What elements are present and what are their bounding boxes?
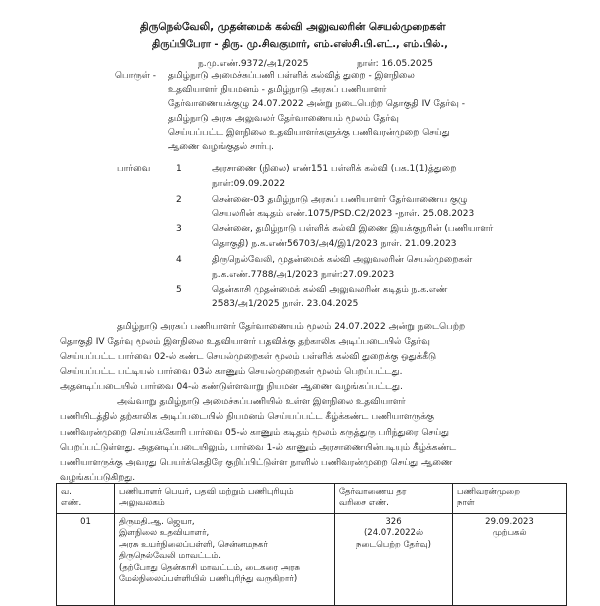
subject-line: தமிழ்நாடு அரசு அலுவலர் தேர்வாணையம் மூலம் தேர்வு (168, 114, 399, 124)
body-line: தொகுதி IV தேர்வு மூலம் இளநிலை உதவியாளர் பதவிக்கு தற்காலிக அடிப்படையில் தேர்வு (60, 337, 430, 347)
reference-line: திருநெல்வேலி, முதன்மைக் கல்வி அலுவலரின் செயல்முறைகள் (212, 255, 473, 265)
reference-number-1: 1 (176, 164, 182, 174)
subject-line: ஆணை வழங்குதல் சார்பு. (168, 142, 275, 152)
reference-line: 2583/அ1/2025 நாள். 23.04.2025 (212, 299, 359, 309)
row-employee-details: திருமதி.ஆ. ஜெயா, இளநிலை உதவியாளர், அரசு உயர்நிலைப்பள்ளி, சென்னமநகர் திருநெல்வேலி மாவட்டம். (தற்போது தென்காசி மாவட்டம், டைகரை அரசு மேல்நிலைப்பள்ளியில் பணிபுரிந்து வருகிறார்) (115, 513, 335, 605)
body-line: செய்யப்பட்ட பார்வை 02-ல் கண்ட செயல்முறைகள் மூலம் பள்ளிக் கல்வி துறைக்கு ஒதுக்கீடு (60, 352, 437, 362)
body-line: பெறப்பட்டுள்ளது. அதனடிப்படையிலும், பார்வை 1-ல் காணும் அரசாணையின்படியும் கீழ்க்கண்ட (60, 443, 457, 453)
officer-name: திருப்பிபேரா - திரு. மு.சிவகுமார், எம்.எஸ்சி.பி.எட்., எம்.பில்., (152, 39, 448, 50)
body-line: தமிழ்நாடு அரசுப் பணியாளர் தேர்வாணையம் மூலம் 24.07.2022 அன்று நடைபெற்ற (117, 322, 466, 332)
row-serial-number: 01 (57, 513, 115, 605)
header-employee-details: பணியாளர் பெயர், பதவி மற்றும் பணிபுரியும் அலுவலகம் (115, 484, 335, 514)
reference-line: அரசாணை (நிலை) எண்151 பள்ளிக் கல்வி (பக.1(1)த்துறை (212, 164, 457, 174)
body-line: செய்யப்பட்ட பட்டியல் பார்வை 03ல் காணும் செயல்முறைகள் மூலம் பெறப்பட்டது. (60, 367, 403, 377)
subject-line: செய்யப்பட்ட இளநிலை உதவியாளர்களுக்கு பணிவரன்முறை செய்து (168, 128, 450, 138)
reference-line: தொகுதி) ந.க.எண்56703/அ4/இ1/2023 நாள். 21.09.2023 (212, 239, 457, 249)
reference-line: ந.க.எண்.7788/அ1/2023 நாள்:27.09.2023 (212, 270, 395, 280)
reference-line: சென்னை, தமிழ்நாடு பள்ளிக் கல்வி இணை இயக்குநரின் (பணியாளர் (212, 224, 494, 234)
appointment-table (56, 483, 567, 606)
reference-line: தென்காசி முதன்மைக் கல்வி அலுவலரின் கடிதம் ந.க.எண் (212, 285, 448, 295)
subject-line: தேர்வாணையக்குழு 24.07.2022 அன்று நடைபெற்ற தொகுதி IV தேர்வு - (168, 99, 466, 109)
body-line: வழங்கப்படுகிறது. (60, 473, 136, 483)
reference-number-5: 5 (176, 285, 182, 295)
body-line: அவ்வாறு தமிழ்நாடு அமைச்சுப்பணியில் உள்ள இளநிலை உதவியாளர் (117, 397, 406, 407)
subject-label: பொருள் - (115, 71, 156, 81)
body-line: அதனடிப்படையில் பார்வை 04-ல் கண்டுள்ளவாறு நியமன ஆணை வழங்கப்பட்டது. (60, 382, 403, 392)
office-title: திருநெல்வேலி, முதன்மைக் கல்வி அலுவலரின் செயல்முறைகள் (140, 21, 446, 33)
reference-line: நாள்:09.09.2022 (212, 179, 286, 189)
reference-number: ந.மு.எண்.9372/அ1/2025 (198, 59, 309, 69)
header-rank-number: தேர்வாணைய தர வரிசை எண். (335, 484, 453, 514)
header-serial-number: வ. எண். (57, 484, 115, 514)
row-regularisation-date: 29.09.2023 முற்பகல் (453, 513, 567, 605)
subject-line: தமிழ்நாடு அமைச்சுப்பணி பள்ளிக் கல்வித் துறை - இளநிலை (168, 71, 415, 81)
reference-number-4: 4 (176, 255, 182, 265)
references-label: பார்வை (117, 164, 151, 174)
reference-number-3: 3 (176, 224, 182, 234)
subject-line: உதவியாளர் நியமனம் - தமிழ்நாடு அரசுப் பணியாளர் (168, 85, 387, 95)
table-header-row (57, 484, 567, 514)
reference-line: செயலரின் கடிதம் எண்.1075/PSD.C2/2023 -நாள். 25.08.2023 (212, 209, 475, 219)
reference-number-2: 2 (176, 195, 182, 205)
header-regularisation-date: பணிவரன்முறை நாள் (453, 484, 567, 514)
table-row (57, 513, 567, 605)
reference-line: சென்னை-03 தமிழ்நாடு அரசுப் பணியாளர் தேர்வாணைய குழு (212, 195, 468, 205)
body-line: பணியிடத்தில் தற்காலிக அடிப்படையில் நியமனம் செய்யப்பட்ட கீழ்க்கண்ட பணியாளருக்கு (60, 412, 434, 422)
body-line: பணியாளருக்கு அவரது பெயர்க்கெதிரே குறிப்பிட்டுள்ள நாளில் பணிவரன்முறை செய்து ஆணை (60, 458, 453, 468)
letter-date: நாள்: 16.05.2025 (357, 59, 434, 69)
body-line: பணிவரன்முறை செய்யக்கோரி பார்வை 05-ல் காணும் கடிதம் மூலம் கருத்துரு பரிந்துரை செய்து (60, 428, 449, 438)
row-rank-number: 326 (24.07.2022ல் நடைபெற்ற தேர்வு) (335, 513, 453, 605)
